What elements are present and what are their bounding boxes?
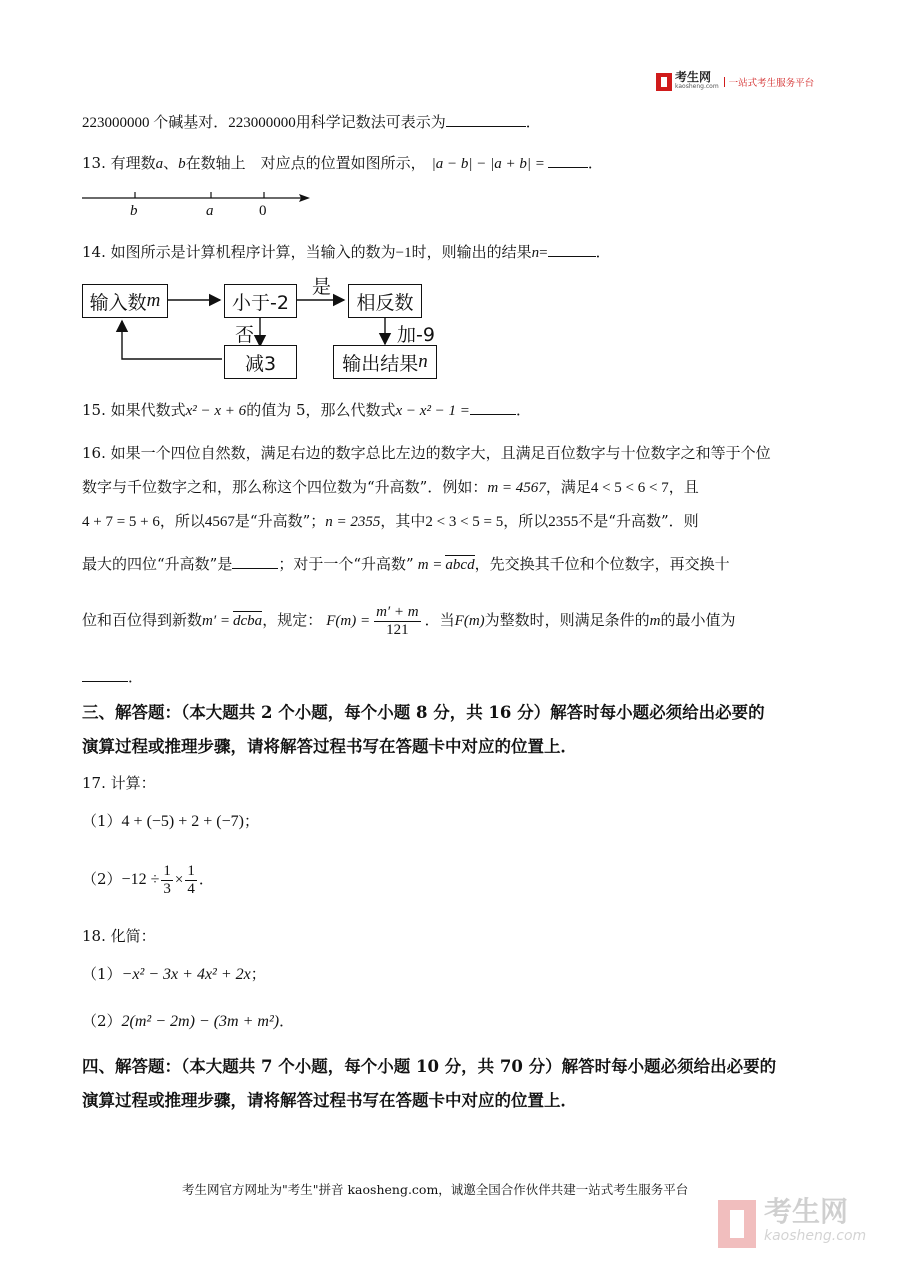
q16-l4-c: ，先交换其千位和个位数字，再交换十 [474,555,730,573]
number-line-label-b: b [130,203,138,219]
q14-label: 14. 如图所示是计算机程序计算，当输入的数为 [82,243,396,261]
q17-p2-times: × [174,872,184,888]
q16-l2-a: 数字与千位数字之和，那么称这个四位数为“升高数”．例如： [82,478,488,496]
q12-text-b: 用科学记数法可表示为 [295,113,446,131]
watermark-url: kaosheng.com [764,1228,867,1244]
q17-f2-den: 4 [187,880,195,897]
q17-f2-num: 1 [187,862,195,879]
flow-box-subtract: 减3 [224,345,297,379]
q17-p2-label: （2） [82,870,122,888]
q18-p1-label: （1） [82,965,122,983]
q16-line5 [82,600,736,641]
flow-label-no: 否 [235,324,255,346]
q14-text: 时，则输出的结果 [411,243,532,261]
q18-p2-expr: 2(m² − 2m) − (3m + m²) [121,1013,280,1030]
q13-period: ． [587,154,603,172]
q16-l3-num2: 2355 [548,514,579,530]
q15-expr1: x² − x + 6 [185,403,247,419]
q15-expr2: x − x² − 1 = [395,403,470,419]
q17-p1-end: ； [243,812,259,830]
q16-l3-b: 是“升高数”； [234,512,326,530]
q16-l3-ineq: 2 < 3 < 5 = 5 [425,514,504,530]
q16-l5-mv: m [649,613,661,629]
q16-l3-num: 4567 [204,514,235,530]
q17-part1 [82,810,259,831]
logo-url: kaosheng.com [675,83,719,90]
q18-p1-expr: −x² − 3x + 4x² + 2x [121,966,251,983]
q18-part2 [82,1010,294,1031]
q16-l4-m: m = [417,557,443,573]
q16-l5-m: m′ = [202,613,231,629]
q16-l2-ineq: 4 < 5 < 6 < 7 [590,480,669,496]
q16-l5-e: 的最小值为 [660,611,736,629]
q13-text: 在数轴上 对应点的位置如图所示， [185,154,426,172]
q16-line2 [82,476,699,497]
q17-p1-label: （1） [82,812,122,830]
q16-l3-d: ，所以 [503,512,549,530]
q13-var-a: a [155,156,164,172]
section4-heading-line2: 演算过程或推理步骤，请将解答过程书写在答题卡中对应的位置上． [82,1091,577,1110]
q16-l5-F: F(m) = [326,613,371,629]
q13-expression: |a − b| − |a + b| = [431,156,545,172]
q15-period: ． [515,401,531,419]
q12-line [82,111,541,132]
q16-fraction-num: m′ + m [376,603,419,620]
logo-slogan: 一站式考生服务平台 [728,78,815,89]
q16-l4-a: 最大的四位“升高数”是 [82,555,233,573]
q15-label: 15. 如果代数式 [82,401,186,419]
q16-l4-b: ；对于一个“升高数” [278,555,414,573]
q15-answer-blank[interactable] [470,400,516,415]
logo-name: 考生网 [675,70,712,84]
q16-l5-a: 位和百位得到新数 [82,611,203,629]
header-logo [656,72,814,92]
q17-p1-expr: 4 + (−5) + 2 + (−7) [121,813,244,830]
q18-p1-end: ； [250,965,266,983]
q12-period: ． [525,113,541,131]
q15-line [82,399,531,420]
q16-l5-b: ，规定： [262,611,323,629]
q14-eq: = [539,245,548,261]
flow-box-condition: 小于-2 [224,284,297,318]
q16-l3-n: n = 2355 [325,514,381,530]
q17-p2-end: ． [198,870,214,888]
flow-box-input: 输入数 m [82,284,168,318]
number-line-label-0: 0 [259,203,267,219]
q16-l5-F2: F(m) [454,613,485,629]
q14-answer-blank[interactable] [548,242,596,257]
section3-heading-line2: 演算过程或推理步骤，请将解答过程书写在答题卡中对应的位置上． [82,737,577,756]
q16-l5-dcba: dcba [233,613,263,629]
q16-l3-eq: 4 + 7 = 5 + 6 [82,514,160,530]
flow-box-negate: 相反数 [348,284,422,318]
q17-fraction-2 [185,863,197,898]
q14-var-n: n [531,245,540,261]
q16-l4-abcd: abcd [445,557,475,573]
q16-line1: 16. 如果一个四位自然数，满足右边的数字总比左边的数字大，且满足百位数字与十位数字之和等于个位 [82,444,771,462]
q17-part2 [82,858,214,901]
q12-answer-blank[interactable] [446,112,526,127]
flow-box-output: 输出结果 n [333,345,437,379]
q15-text1: 的值为 5，那么代数式 [246,401,396,419]
q13-sep: 、 [163,154,179,172]
number-line-label-a: a [206,203,214,219]
q16-l6-period: ． [128,668,144,686]
q16-l5-d: 为整数时，则满足条件的 [484,611,650,629]
q16-answer-blank-1[interactable] [232,554,278,569]
q16-l2-m: m = 4567 [487,480,546,496]
q12-number: 223000000 [228,115,296,131]
watermark-logo-icon [718,1200,756,1248]
q14-value: −1 [395,245,412,261]
q17-label: 17. 计算： [82,774,156,792]
q14-period: ． [595,243,611,261]
arrow-sub-loop [122,321,222,359]
flow-label-add: 加-9 [397,324,435,346]
footer-text: 考生网官方网址为"考生"拼音 kaosheng.com，诚邀全国合作伙伴共建一站式考生服务平台 [182,1182,689,1197]
q13-line [82,152,603,173]
q13-answer-blank[interactable] [548,153,588,168]
watermark-name: 考生网 [764,1195,849,1228]
flow-label-yes: 是 [312,276,332,298]
q18-p2-label: （2） [82,1012,122,1030]
q17-fraction-1 [161,863,173,898]
q17-p2-a: −12 ÷ [121,871,160,888]
kaosheng-logo-icon [656,73,672,91]
q17-f1-num: 1 [163,862,171,879]
q13-label: 13. 有理数 [82,154,156,172]
q16-l3-c: ，其中 [380,512,426,530]
q16-l3-a: ，所以 [159,512,205,530]
q17-f1-den: 3 [163,880,171,897]
q13-var-b: b [178,156,186,172]
q16-answer-blank-2[interactable] [82,667,128,682]
section3-heading-line1: 三、解答题：（本大题共 2 个小题，每个小题 8 分，共 16 分）解答时每小题必须给出必要的 [82,703,765,722]
q16-l5-c: ．当 [424,611,455,629]
q16-fraction [374,604,421,639]
q16-line4 [82,553,730,574]
q16-l3-e: 不是“升高数”．则 [578,512,699,530]
q16-fraction-den: 121 [386,621,409,638]
number-line [80,186,320,222]
section4-heading-line1: 四、解答题：（本大题共 7 个小题，每个小题 10 分，共 70 分）解答时每小题必须给出必要的 [82,1057,777,1076]
q18-p2-end: ． [279,1012,295,1030]
q16-l2-b: ，满足 [545,478,591,496]
q16-line6 [82,666,143,687]
q12-text-a: 223000000 个碱基对． [82,115,229,131]
q16-line3 [82,510,699,531]
q18-part1 [82,963,266,984]
q14-line [82,241,611,262]
q16-l2-c: ，且 [668,478,699,496]
q18-label: 18. 化简： [82,927,156,945]
footer-watermark [718,1195,867,1248]
